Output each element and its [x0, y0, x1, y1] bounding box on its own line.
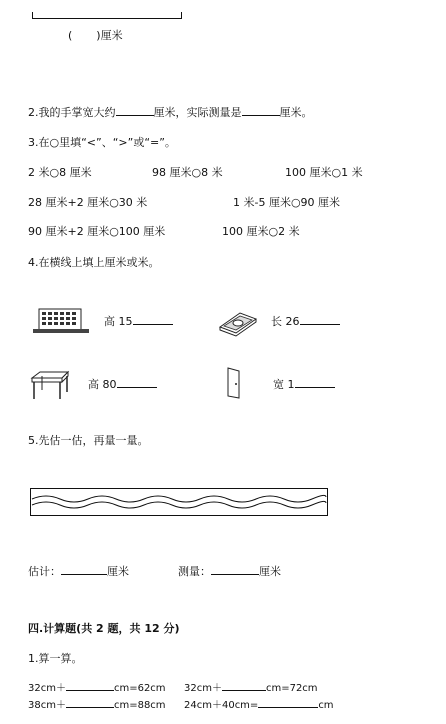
q5-measure-blank[interactable] — [211, 563, 259, 575]
top-paren-right: ) — [96, 29, 101, 42]
q4-building-label: 高 15 — [104, 315, 133, 328]
calc-1b-blank[interactable] — [222, 679, 266, 691]
q4-stapler-label: 长 26 — [271, 315, 300, 328]
question-4-title: 4.在横线上填上厘米或米。 — [28, 256, 160, 269]
q3-row1-b: 98 厘米○8 米 — [152, 166, 223, 179]
calc-2b-pre: 24cm＋40cm= — [184, 700, 259, 711]
door-icon — [227, 367, 241, 399]
calc-line1-a — [28, 679, 166, 694]
q5-answer-line — [28, 563, 129, 579]
calc-1b-pre: 32cm＋ — [184, 683, 222, 694]
question-5-title: 5.先估一估，再量一量。 — [28, 434, 149, 447]
q3-row1-a: 2 米○8 厘米 — [28, 166, 92, 179]
q5-estimate-blank[interactable] — [61, 563, 107, 575]
q2-text-a: 2.我的手掌宽大约 — [28, 106, 116, 119]
section-4-title: 四.计算题(共 2 题，共 12 分) — [28, 622, 180, 635]
q2-unit-a: 厘米，实际测量是 — [153, 106, 242, 119]
q4-item-table — [88, 376, 157, 392]
ruler-right-tick — [181, 12, 182, 19]
top-answer-line — [68, 27, 123, 43]
q3-row3-b: 100 厘米○2 米 — [222, 225, 300, 238]
calc-line1-b — [184, 679, 318, 694]
calc-2a-pre: 38cm＋ — [28, 700, 66, 711]
q5-measure-line — [178, 563, 281, 579]
q2-blank-1[interactable] — [116, 104, 154, 116]
calc-1a-pre: 32cm＋ — [28, 683, 66, 694]
calc-2a-post: cm=88cm — [113, 700, 166, 711]
q4-door-label: 宽 1 — [273, 378, 295, 391]
q4-item-stapler — [271, 313, 340, 329]
calc-line2-a — [28, 696, 166, 711]
q4-item-building — [104, 313, 173, 329]
calc-2a-blank[interactable] — [66, 696, 114, 708]
calc-1a-blank[interactable] — [66, 679, 114, 691]
q2-blank-2[interactable] — [242, 104, 280, 116]
q5-estimate-label: 估计： — [28, 565, 61, 578]
q3-row1-c: 100 厘米○1 米 — [285, 166, 363, 179]
ruler-line — [32, 18, 182, 19]
calc-2b-blank[interactable] — [258, 696, 318, 708]
top-unit: 厘米 — [100, 29, 123, 42]
calc-1b-post: cm=72cm — [265, 683, 318, 694]
stapler-icon — [218, 309, 258, 335]
q3-row2-b: 1 米-5 厘米○90 厘米 — [233, 196, 341, 209]
q5-measure-label: 测量： — [178, 565, 211, 578]
q3-row3-a: 90 厘米+2 厘米○100 厘米 — [28, 225, 166, 238]
q3-row2-a: 28 厘米+2 厘米○30 米 — [28, 196, 148, 209]
calc-2b-post: cm — [318, 700, 334, 711]
top-paren-left: ( — [68, 29, 73, 42]
q4-door-blank[interactable] — [295, 376, 335, 388]
q4-table-label: 高 80 — [88, 378, 117, 391]
question-2 — [28, 104, 313, 120]
table-icon — [30, 372, 70, 400]
calc-1a-post: cm=62cm — [113, 683, 166, 694]
q4-table-blank[interactable] — [117, 376, 157, 388]
question-3-title: 3.在○里填“<”、“>”或“=”。 — [28, 136, 176, 149]
q5-estimate-unit: 厘米 — [107, 565, 129, 578]
q4-building-blank[interactable] — [133, 313, 173, 325]
calc-line2-b — [184, 696, 334, 711]
q5-measure-unit: 厘米 — [259, 565, 281, 578]
wavy-line-figure — [30, 488, 328, 516]
building-icon — [33, 305, 89, 335]
q2-unit-b: 厘米。 — [279, 106, 313, 119]
calc-title: 1.算一算。 — [28, 652, 83, 665]
q4-stapler-blank[interactable] — [300, 313, 340, 325]
q4-item-door — [273, 376, 335, 392]
